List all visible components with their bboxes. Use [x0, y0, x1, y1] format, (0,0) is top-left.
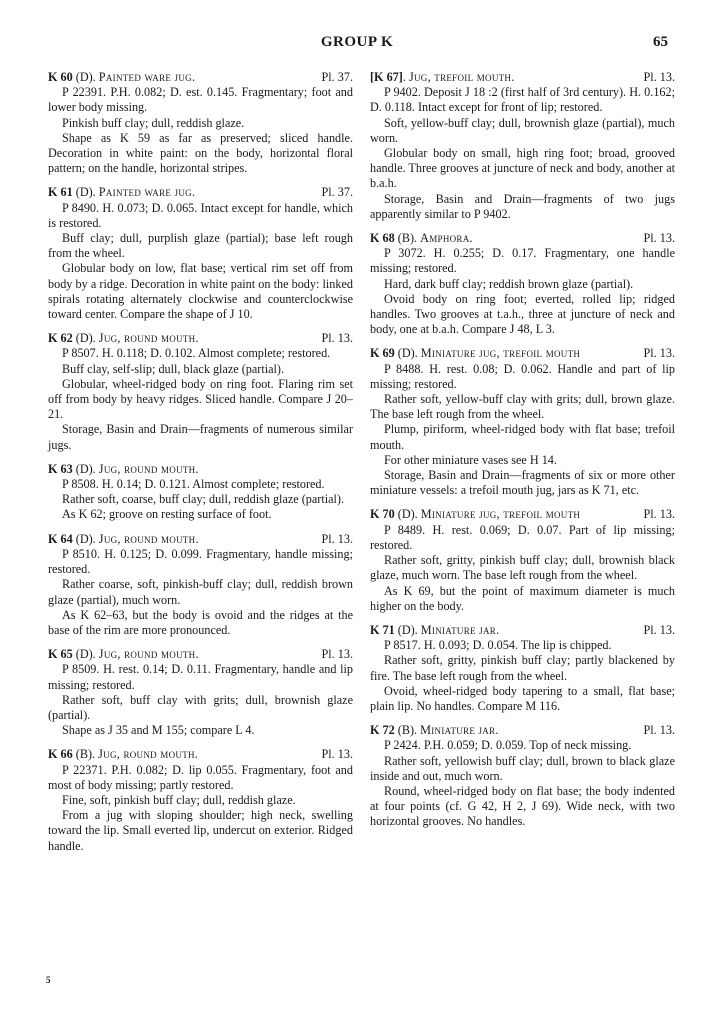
- entry-paragraph: P 3072. H. 0.255; D. 0.17. Fragmentary, one handle missing; restored.: [370, 246, 675, 276]
- entry-id: K 66: [48, 747, 73, 762]
- plate-reference: Pl. 13.: [643, 346, 675, 361]
- entry-paragraph: Plump, piriform, wheel-ridged body with flat base; trefoil mouth.: [370, 422, 675, 452]
- signature-mark: 5: [46, 975, 51, 985]
- entry-paragraph: P 8509. H. rest. 0.14; D. 0.11. Fragmentary, handle and lip missing; restored.: [48, 662, 353, 692]
- catalogue-entry: [370, 723, 675, 829]
- plate-reference: Pl. 13.: [643, 622, 675, 637]
- entry-paragraph: Rather soft, yellow-buff clay with grits; dull, brown glaze. The base left rough from the wheel.: [370, 392, 675, 422]
- entry-paragraph: Globular body on small, high ring foot; broad, grooved handle. Three grooves at juncture of neck and body, another at b.a.h.: [370, 146, 675, 191]
- entry-label: [370, 723, 499, 738]
- entry-paragraph: Rather soft, gritty, pinkish buff clay; partly blackened by fire. The base left rough from the wheel.: [370, 653, 675, 683]
- entry-id: K 70: [370, 507, 395, 522]
- entry-label: [370, 70, 515, 85]
- catalogue-entry: [370, 623, 675, 714]
- entry-id: K 61: [48, 185, 73, 200]
- entry-title: Jug, round mouth.: [98, 331, 199, 346]
- entry-period: (D).: [72, 647, 99, 662]
- entry-title: Jug, round mouth.: [98, 461, 199, 476]
- entry-paragraph: For other miniature vases see H 14.: [384, 452, 557, 467]
- entry-label: [48, 532, 199, 547]
- entry-id: [K 67]: [370, 70, 403, 84]
- entry-id: K 71: [370, 622, 395, 637]
- entry-heading: [48, 747, 353, 762]
- entry-paragraph: As K 69, but the point of maximum diameter is much higher on the body.: [370, 583, 675, 613]
- entry-heading: [48, 331, 353, 346]
- entry-heading: [370, 70, 675, 85]
- entry-paragraph: P 8489. H. rest. 0.069; D. 0.07. Part of lip missing; restored.: [370, 522, 675, 552]
- plate-reference: Pl. 13.: [643, 507, 675, 522]
- entry-id: K 65: [48, 647, 73, 662]
- entry-paragraph: As K 62; groove on resting surface of foot.: [62, 507, 272, 522]
- entry-period: (D).: [72, 185, 99, 200]
- entry-title: Jug, round mouth.: [98, 531, 199, 546]
- catalogue-entry: [48, 185, 353, 322]
- entry-paragraph: As K 62–63, but the body is ovoid and the ridges at the base of the rim are more pronounced.: [48, 607, 353, 637]
- entry-title: Miniature jug, trefoil mouth: [420, 346, 581, 361]
- entry-id: K 60: [48, 70, 73, 84]
- plate-reference: Pl. 13.: [643, 723, 675, 738]
- entry-label: [48, 647, 199, 662]
- entry-heading: [48, 185, 353, 200]
- entry-paragraph: P 2424. P.H. 0.059; D. 0.059. Top of neck missing.: [384, 738, 632, 753]
- entry-paragraph: Shape as K 59 as far as preserved; sliced handle. Decoration in white paint: on the body, horizontal floral pattern; on the handle, horizontal stripes.: [48, 130, 353, 176]
- entry-paragraph: P 8490. H. 0.073; D. 0.065. Intact except for handle, which is restored.: [48, 200, 353, 230]
- entry-label: [370, 346, 580, 361]
- entry-paragraph: Rather soft, yellowish buff clay; dull, brown to black glaze inside and out, much worn.: [370, 753, 675, 783]
- plate-reference: Pl. 13.: [321, 331, 353, 346]
- entry-heading: [48, 647, 353, 662]
- entry-paragraph: Fine, soft, pinkish buff clay; dull, reddish glaze.: [62, 792, 296, 807]
- entry-heading: [48, 462, 353, 477]
- entry-paragraph: P 22371. P.H. 0.082; D. lip 0.055. Fragmentary, foot and most of body missing; partly restored.: [48, 762, 353, 792]
- entry-title: Miniature jar.: [420, 723, 499, 738]
- entry-period: (D).: [394, 346, 421, 361]
- entry-label: [48, 185, 195, 200]
- entry-paragraph: Buff clay, self-slip; dull, black glaze (partial).: [62, 361, 285, 376]
- plate-reference: Pl. 13.: [321, 531, 353, 546]
- entry-paragraph: P 8488. H. rest. 0.08; D. 0.062. Handle and part of lip missing; restored.: [370, 361, 675, 391]
- entry-paragraph: Pinkish buff clay; dull, reddish glaze.: [62, 115, 245, 130]
- entry-paragraph: Rather coarse, soft, pinkish-buff clay; dull, reddish brown glaze (partial), much worn.: [48, 577, 353, 607]
- catalogue-entry: [370, 507, 675, 613]
- running-title: GROUP K: [320, 34, 394, 50]
- entry-heading: [370, 723, 675, 738]
- entry-period: (B).: [394, 723, 421, 738]
- entry-heading: [370, 507, 675, 522]
- entry-label: [48, 462, 199, 477]
- entry-title: Amphora.: [420, 231, 473, 246]
- entry-period: (D).: [72, 531, 99, 546]
- entry-title: Miniature jar.: [420, 622, 500, 637]
- right-column: [370, 70, 675, 839]
- entry-heading: [48, 532, 353, 547]
- entry-paragraph: Rather soft, coarse, buff clay; dull, reddish glaze (partial).: [62, 492, 345, 507]
- entry-paragraph: Soft, yellow-buff clay; dull, brownish glaze (partial), much worn.: [370, 115, 675, 145]
- entry-label: [370, 507, 580, 522]
- entry-label: [370, 231, 473, 246]
- catalogue-entry: [48, 647, 353, 738]
- entry-id: K 62: [48, 331, 73, 346]
- entry-paragraph: Globular, wheel-ridged body on ring foot. Flaring rim set off from body by heavy ridges. Sliced handle. Compare J 20–21.: [48, 376, 353, 422]
- entry-title: Jug, round mouth.: [98, 647, 199, 662]
- entry-paragraph: Buff clay; dull, purplish glaze (partial); base left rough from the wheel.: [48, 231, 353, 261]
- left-column: [48, 70, 353, 863]
- entry-period: (D).: [72, 331, 99, 346]
- entry-id: K 64: [48, 531, 73, 546]
- entry-paragraph: Ovoid body on ring foot; everted, rolled lip; ridged handles. Two grooves at t.a.h., three at juncture of neck and body, one at b.a.h. Compare J 48, L 3.: [370, 291, 675, 337]
- catalogue-entry: [48, 70, 353, 176]
- entry-paragraph: Storage, Basin and Drain—fragments of numerous similar jugs.: [48, 422, 353, 452]
- entry-heading: [370, 623, 675, 638]
- entry-title: Painted ware jug.: [98, 185, 196, 200]
- entry-paragraph: Ovoid, wheel-ridged body tapering to a small, flat base; plain lip. No handles. Compare M 116.: [370, 683, 675, 713]
- entry-period: (B).: [394, 231, 421, 246]
- catalogue-entry: [48, 532, 353, 638]
- entry-period: (D).: [72, 461, 99, 476]
- entry-id: K 69: [370, 346, 395, 361]
- entry-paragraph: P 8510. H. 0.125; D. 0.099. Fragmentary, handle missing; restored.: [48, 546, 353, 577]
- entry-period: .: [402, 70, 409, 84]
- entry-paragraph: P 8517. H. 0.093; D. 0.054. The lip is chipped.: [384, 638, 612, 653]
- entry-period: (D).: [72, 70, 99, 84]
- page-number: 65: [653, 34, 668, 50]
- entry-id: K 72: [370, 723, 395, 738]
- entry-label: [48, 747, 198, 762]
- plate-reference: Pl. 37.: [321, 185, 353, 200]
- plate-reference: Pl. 13.: [321, 747, 353, 762]
- catalogue-entry: [48, 747, 353, 853]
- plate-reference: Pl. 13.: [321, 647, 353, 662]
- catalogue-entry: [48, 331, 353, 453]
- entry-id: K 68: [370, 231, 395, 246]
- entry-paragraph: Hard, dark buff clay; reddish brown glaze (partial).: [384, 276, 634, 291]
- entry-title: Painted ware jug.: [98, 70, 196, 84]
- entry-paragraph: P 22391. P.H. 0.082; D. est. 0.145. Fragmentary; foot and lower body missing.: [48, 85, 353, 115]
- entry-title: Jug, trefoil mouth.: [408, 70, 515, 84]
- catalogue-entry: [370, 346, 675, 498]
- plate-reference: Pl. 37.: [321, 70, 353, 84]
- plate-reference: Pl. 13.: [643, 70, 675, 84]
- entry-label: [48, 70, 195, 85]
- entry-title: Miniature jug, trefoil mouth: [420, 507, 581, 522]
- entry-paragraph: P 9402. Deposit J 18 :2 (first half of 3rd century). H. 0.162; D. 0.118. Intact except for front of lip; restored.: [370, 85, 675, 115]
- entry-paragraph: P 8507. H. 0.118; D. 0.102. Almost complete; restored.: [62, 346, 331, 361]
- catalogue-entry: [48, 462, 353, 523]
- catalogue-entry: [370, 231, 675, 337]
- catalogue-entry: [370, 70, 675, 222]
- entry-period: (D).: [394, 507, 421, 522]
- entry-title: Jug, round mouth.: [98, 747, 199, 762]
- entry-id: K 63: [48, 461, 73, 476]
- entry-paragraph: Shape as J 35 and M 155; compare L 4.: [62, 723, 255, 738]
- entry-paragraph: Round, wheel-ridged body on flat base; the body indented at four points (cf. G 42, H 2, J 69). Wide neck, with two horizontal grooves. No handles.: [370, 783, 675, 829]
- entry-paragraph: Rather soft, gritty, pinkish buff clay; dull, brownish black glaze, much worn. The base left rough from the wheel.: [370, 553, 675, 583]
- entry-paragraph: Storage, Basin and Drain—fragments of two jugs apparently similar to P 9402.: [370, 191, 675, 221]
- entry-heading: [48, 70, 353, 85]
- entry-label: [48, 331, 199, 346]
- entry-label: [370, 623, 499, 638]
- entry-paragraph: Globular body on low, flat base; vertical rim set off from body by a ridge. Decoration in white paint on the body: linked spirals rotating alternately clockwise and counterclockwise toward center. Compare the shape of J 10.: [48, 261, 353, 322]
- entry-period: (B).: [72, 747, 99, 762]
- entry-paragraph: From a jug with sloping shoulder; high neck, swelling toward the lip. Small everted lip, undercut on exterior. Ridged handle.: [48, 808, 353, 853]
- entry-period: (D).: [394, 622, 421, 637]
- plate-reference: Pl. 13.: [643, 231, 675, 246]
- entry-paragraph: Rather soft, buff clay with grits; dull, brownish glaze (partial).: [48, 692, 353, 722]
- page-header: [0, 34, 714, 56]
- entry-heading: [370, 231, 675, 246]
- entry-heading: [370, 346, 675, 361]
- entry-paragraph: P 8508. H. 0.14; D. 0.121. Almost complete; restored.: [62, 477, 325, 492]
- entry-paragraph: Storage, Basin and Drain—fragments of six or more other miniature vessels: a trefoil mouth jug, jars as K 71, etc.: [370, 468, 675, 498]
